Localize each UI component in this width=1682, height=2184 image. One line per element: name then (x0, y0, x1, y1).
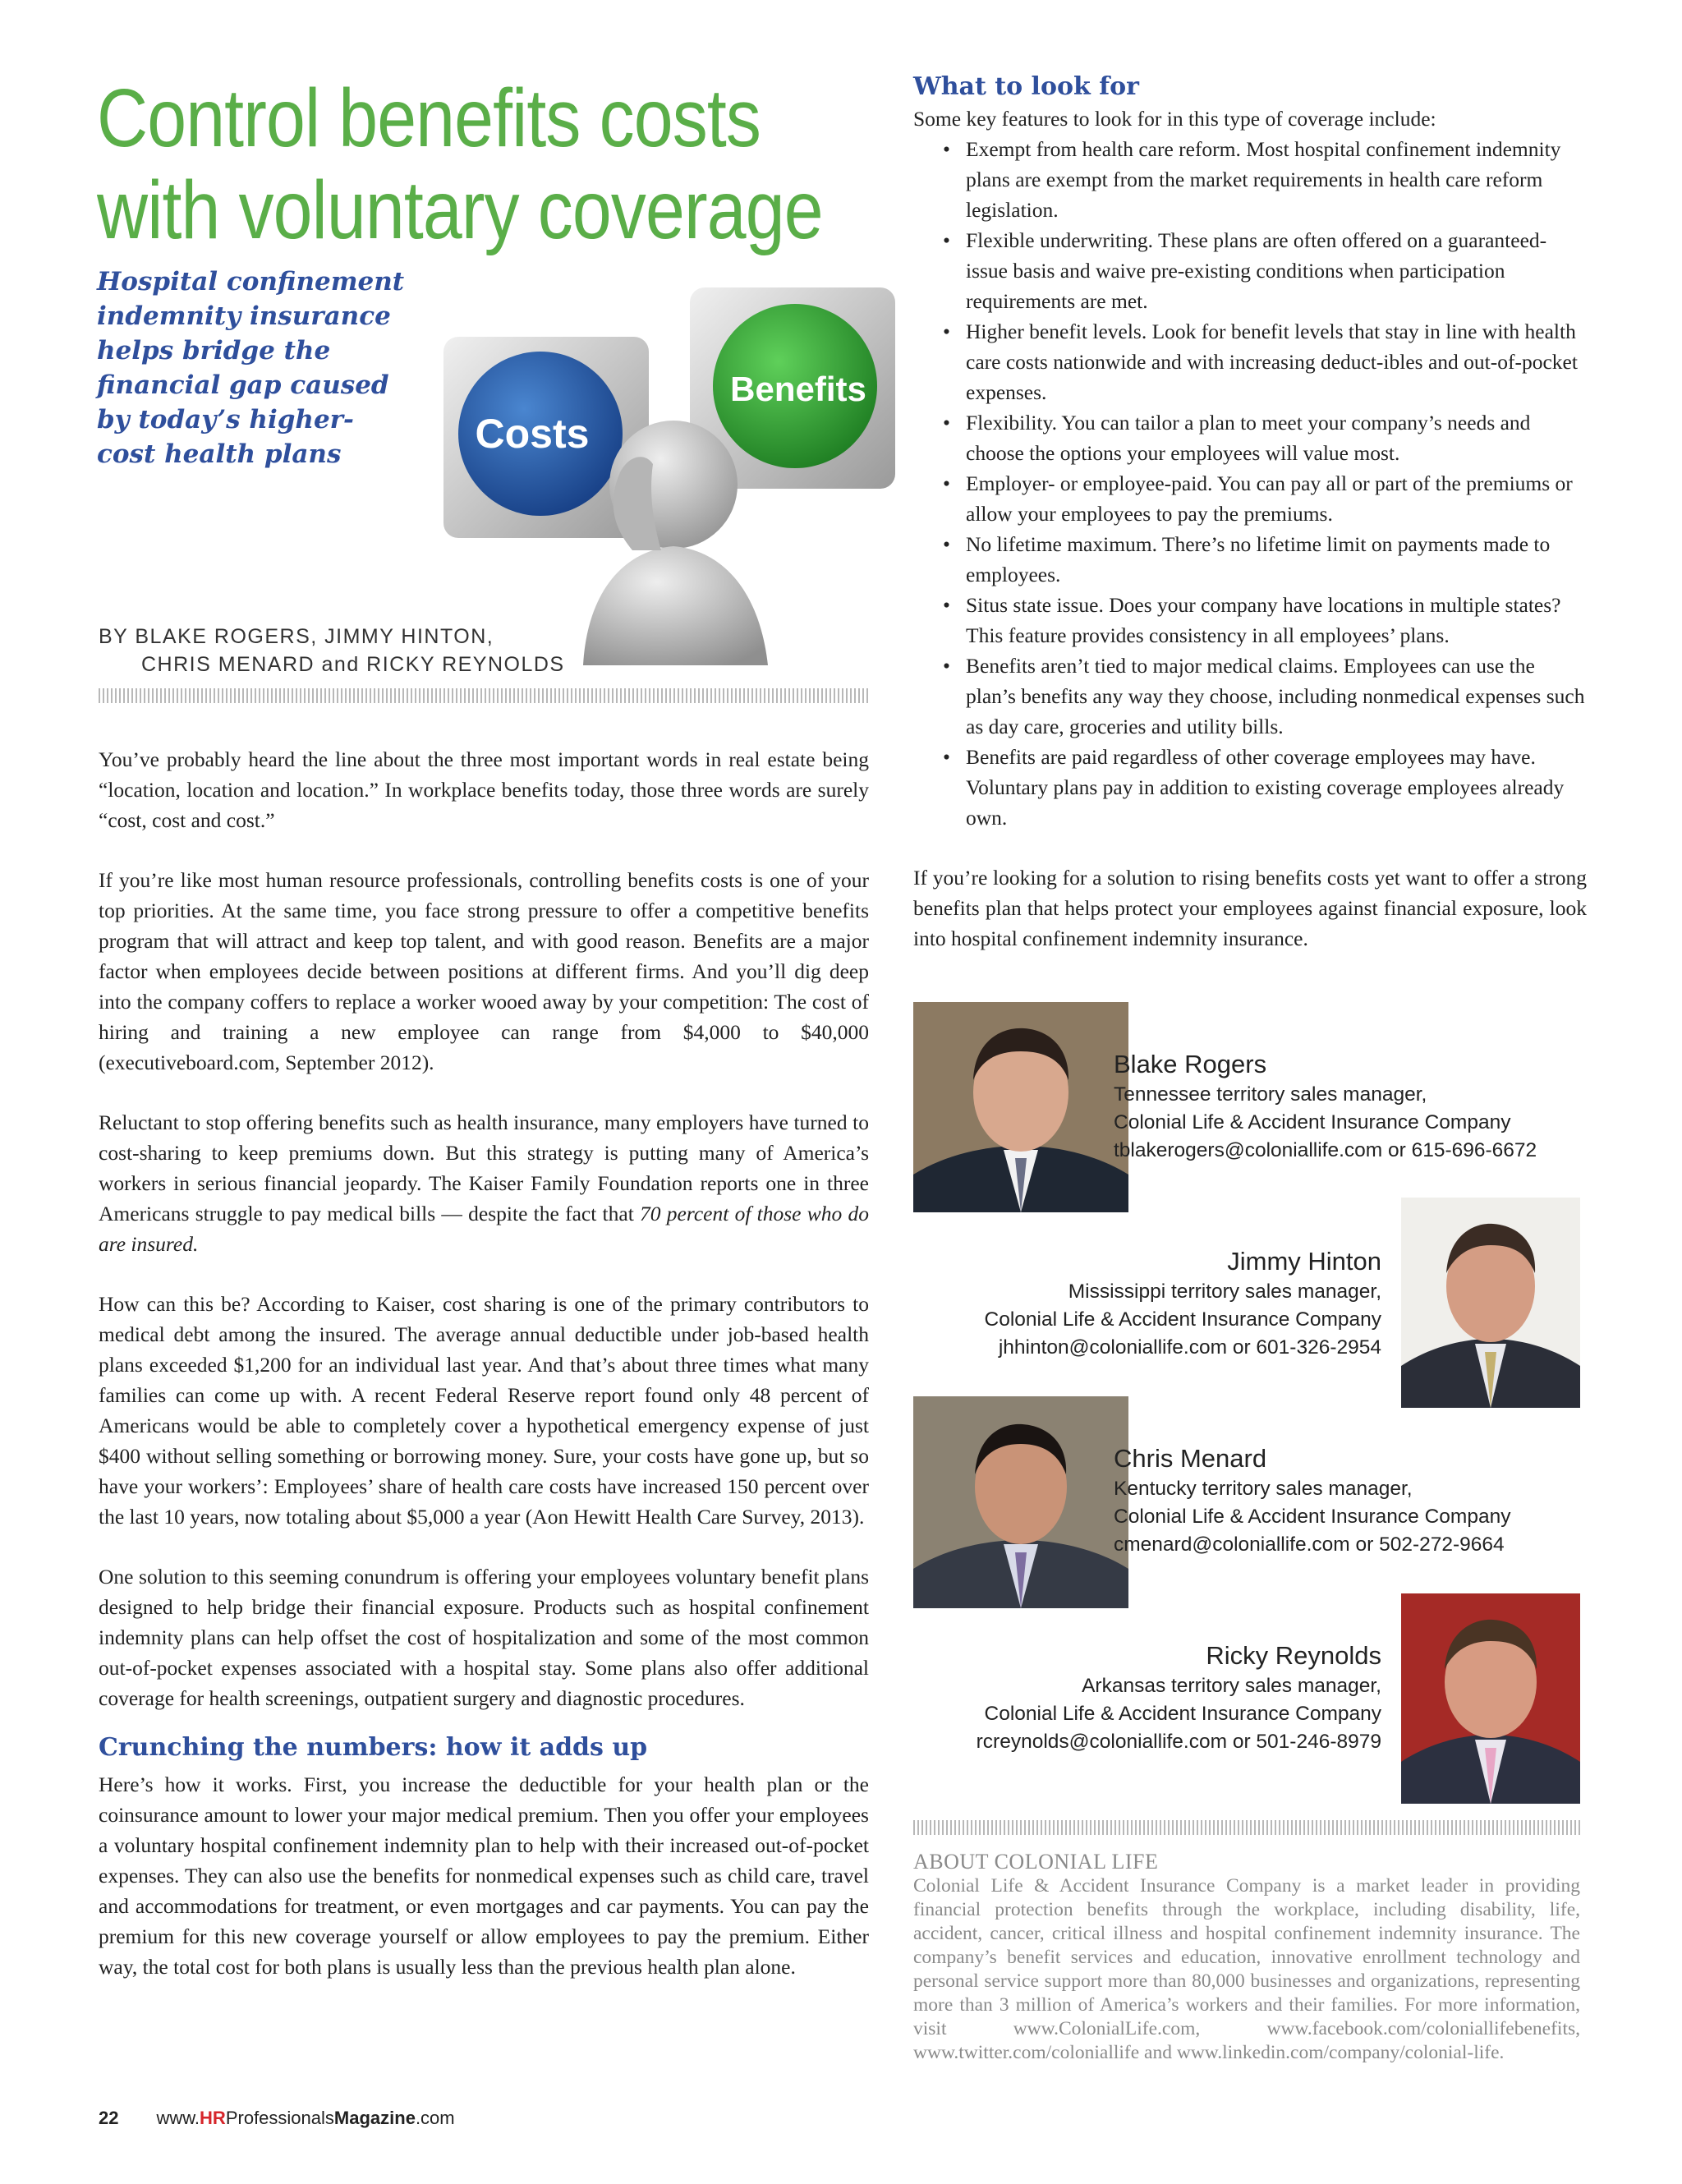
costs-benefits-illustration (443, 279, 903, 665)
author-role: Arkansas territory sales manager, (1082, 1675, 1381, 1697)
author-role: Kentucky territory sales manager, (1114, 1478, 1413, 1500)
author-name: Ricky Reynolds (1206, 1641, 1381, 1670)
about-divider (913, 1820, 1580, 1835)
feature-item: • Employer- or employee-paid. You can pay all or part of the premiums or allow your employees to pay the premiums. (913, 468, 1587, 529)
body-column-left (99, 744, 869, 2012)
author-company: Colonial Life & Accident Insurance Company (984, 1703, 1381, 1725)
byline-line-1: BY BLAKE ROGERS, JIMMY HINTON, (99, 625, 494, 648)
footer-url-hr: HR (200, 2108, 226, 2128)
author-ricky-reynolds (903, 1639, 1381, 1756)
author-blake-rogers (1114, 1048, 1590, 1165)
feature-item: • Exempt from health care reform. Most hospital confinement indemnity plans are exempt from the market requirements in health care reform legislation. (913, 134, 1587, 225)
article-title (97, 72, 823, 256)
author-contact: jhhinton@coloniallife.com or 601-326-2954 (998, 1336, 1381, 1359)
author-contact: tblakerogers@coloniallife.com or 615-696-6672 (1114, 1139, 1537, 1161)
author-name: Jimmy Hinton (1227, 1247, 1381, 1276)
body-paragraph-5: One solution to this seeming conundrum is offering your employees voluntary benefit plans designed to help bridge their financial exposure. Products such as hospital confinement indemnity plans can help offset the cost of hospitalization and some of the most common out-of-pocket expenses associated with a hospital stay. Some plans also offer additional coverage for health screenings, outpatient surgery and diagnostic procedures. (99, 1565, 869, 1710)
body-paragraph-1: You’ve probably heard the line about the three most important words in real estate being “location, location and location.” In workplace benefits today, those three words are surely “cost, cost and cost.” (99, 747, 869, 832)
author-name: Chris Menard (1114, 1444, 1267, 1473)
about-heading: ABOUT COLONIAL LIFE (913, 1850, 1159, 1874)
photo-blake-rogers (913, 1002, 1128, 1212)
photo-jimmy-hinton (1401, 1198, 1580, 1408)
title-line-1: Control benefits costs (97, 72, 761, 164)
title-line-2: with voluntary coverage (97, 164, 823, 256)
author-name: Blake Rogers (1114, 1050, 1267, 1078)
footer-url-magazine: Magazine (333, 2108, 416, 2128)
feature-item: • Flexibility. You can tailor a plan to meet your company’s needs and choose the options your employees will value most. (913, 407, 1587, 468)
author-company: Colonial Life & Accident Insurance Company (984, 1308, 1381, 1331)
benefits-label: Benefits (730, 370, 866, 408)
author-role: Mississippi territory sales manager, (1068, 1281, 1381, 1303)
author-contact: rcreynolds@coloniallife.com or 501-246-8979 (976, 1731, 1381, 1753)
footer-url-professionals: Professionals (225, 2108, 334, 2128)
feature-item: • Higher benefit levels. Look for benefit levels that stay in line with health care costs nationwide and with increasing deduct-ibles and out-of-pocket expenses. (913, 316, 1587, 407)
body-paragraph-6: Here’s how it works. First, you increase the deductible for your health plan or the coinsurance amount to lower your major medical premium. Then you offer your employees a voluntary hospital confinement indemnity plan to help with their increased out-of-pocket expenses. They can also use the benefits for nonmedical expenses such as child care, travel and accommodations for treatment, or even mortgages and car payments. You can pay the premium for this new coverage yourself or allow employees to pay the premium. Either way, the total cost for both plans is usually less than the previous health plan alone. (99, 1772, 869, 1979)
features-list (913, 134, 1587, 833)
body-column-right (913, 71, 1587, 954)
body-paragraph-3-italic: 70 percent of those who do are insured. (99, 1202, 870, 1256)
heading-what-to-look-for: What to look for (913, 72, 1139, 101)
body-paragraph-3-text: Reluctant to stop offering benefits such as health insurance, many employers have turned to cost-sharing to keep premiums down. But this strategy is putting many of America’s workers in serious financial jeopardy. The Kaiser Family Foundation reports one in three Americans struggle to pay medical bills — despite the fact that (99, 1110, 869, 1225)
author-company: Colonial Life & Accident Insurance Company (1114, 1506, 1511, 1528)
page-footer (99, 2108, 455, 2140)
heading-crunching-numbers: Crunching the numbers: how it adds up (99, 1733, 648, 1762)
body-paragraph-4: How can this be? According to Kaiser, cost sharing is one of the primary contributors to medical debt among the insured. The average annual deductible under job-based health plans exceeded $1,200 for an individual last year. And that’s about three times what many families can come up with. A recent Federal Reserve report found only 48 percent of Americans would be able to completely cover a hypothetical emergency expense of just $400 without selling something or borrowing money. Sure, your costs have gone up, but so have your workers’: Employees’ share of health care costs have increased 150 percent over the last 10 years, now totaling about $5,000 a year (Aon Hewitt Health Care Survey, 2013). (99, 1292, 869, 1529)
author-contact: cmenard@coloniallife.com or 502-272-9664 (1114, 1533, 1505, 1556)
footer-url-suffix: .com (415, 2108, 455, 2128)
about-text: Colonial Life & Accident Insurance Company is a market leader in providing financial protection benefits through the workplace, including disability, life, accident, cancer, critical illness and hospital confinement indemnity insurance. The company’s benefit services and education, innovative enrollment technology and personal service support more than 80,000 businesses and organizations, representing more than 3 million of America’s workers and their families. For more information, visit www.ColonialLife.com, www.facebook.com/coloniallifebenefits, www.twitter.com/coloniallife and www.linkedin.com/company/colonial-life. (913, 1875, 1580, 2063)
look-for-intro: Some key features to look for in this type of coverage include: (913, 107, 1436, 131)
footer-url-prefix: www. (156, 2108, 200, 2128)
feature-item: • No lifetime maximum. There’s no lifetime limit on payments made to employees. (913, 529, 1587, 590)
about-colonial-life (913, 1850, 1580, 2065)
author-role: Tennessee territory sales manager, (1114, 1083, 1427, 1106)
feature-item: • Benefits aren’t tied to major medical claims. Employees can use the plan’s benefits any way they choose, including nonmedical expenses such as day care, groceries and utility bills. (913, 651, 1587, 742)
photo-chris-menard (913, 1396, 1128, 1608)
byline (99, 623, 673, 678)
body-paragraph-2: If you’re like most human resource professionals, controlling benefits costs is one of your top priorities. At the same time, you face strong pressure to offer a competitive benefits program that will attract and keep top talent, and with good reason. Benefits are a major factor when employees decide between positions at different firms. And you’ll dig deep into the company coffers to replace a worker wooed away by your competition: The cost of hiring and training a new employee can range from $4,000 to $40,000 (executiveboard.com, September 2012). (99, 868, 869, 1074)
byline-line-2: CHRIS MENARD and RICKY REYNOLDS (141, 653, 565, 676)
article-subtitle: Hospital confinement indemnity insurance helps bridge the financial gap caused by today’s higher-cost health plans (97, 267, 405, 469)
author-company: Colonial Life & Accident Insurance Company (1114, 1111, 1511, 1133)
author-chris-menard (1114, 1442, 1590, 1559)
feature-item: • Situs state issue. Does your company have locations in multiple states? This feature provides consistency in all employees’ plans. (913, 590, 1587, 651)
costs-label: Costs (475, 411, 590, 457)
photo-ricky-reynolds (1401, 1593, 1580, 1804)
page-number: 22 (99, 2108, 119, 2128)
byline-divider (99, 688, 871, 703)
body-paragraph-3 (99, 1107, 869, 1259)
feature-item: • Benefits are paid regardless of other coverage employees may have. Voluntary plans pay in addition to existing coverage employees already own. (913, 742, 1587, 833)
author-jimmy-hinton (903, 1245, 1381, 1362)
feature-item: • Flexible underwriting. These plans are often offered on a guaranteed-issue basis and waive pre-existing conditions when participation requirements are met. (913, 225, 1587, 316)
closing-paragraph: If you’re looking for a solution to rising benefits costs yet want to offer a strong benefits plan that helps protect your employees against financial exposure, look into hospital confinement indemnity insurance. (913, 866, 1587, 950)
